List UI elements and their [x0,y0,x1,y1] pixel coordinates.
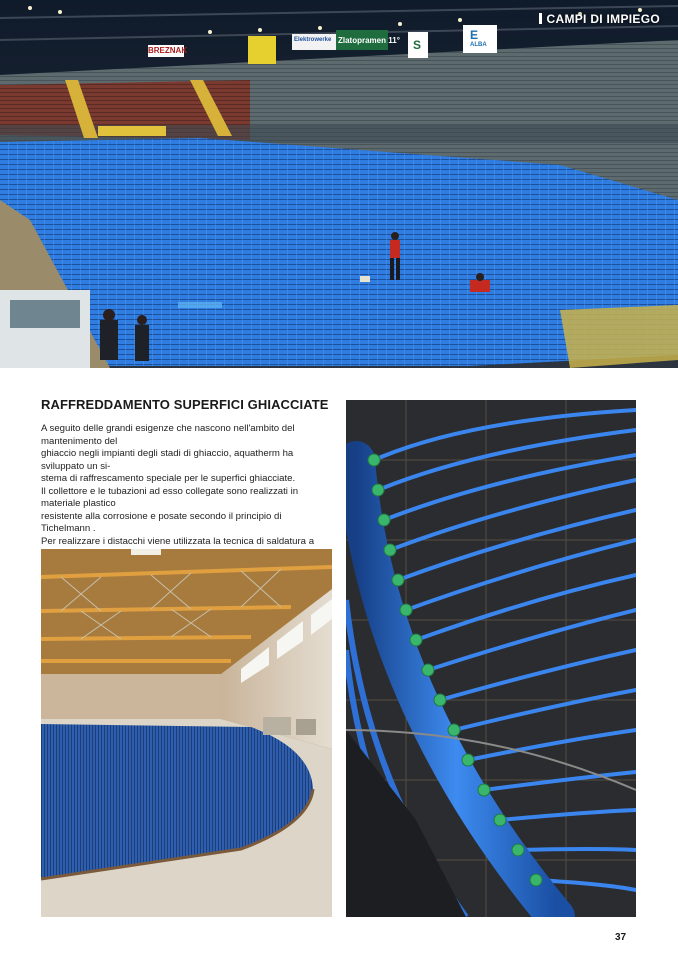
article-line: A seguito delle grandi esigenze che nascono nell'ambito del mantenimento del [41,423,295,447]
collector-photo [346,400,636,917]
article-line: resistente alla corrosione e posate secondo il principio di Tichelmann . [41,510,282,534]
article-line: Per realizzare i distacchi viene utilizzata la tecnica di saldatura a [41,535,315,547]
article-line: ghiaccio negli impianti degli stadi di ghiaccio, aquatherm ha sviluppato un si- [41,448,294,472]
article-line: Il collettore e le tubazioni ad esso collegate sono realizzati in materiale plastico [41,485,299,509]
arena-sign: E [470,28,479,42]
article-line: stema di raffrescamento speciale per le superfici ghiacciate. [41,473,296,484]
arena-sign: BREZNAK [148,46,188,55]
section-tag-label: CAMPI DI IMPIEGO [546,12,660,26]
arena-sign: S [413,38,422,52]
section-tag-bar [539,13,542,24]
arena-sign: Elektrowerke [294,37,332,43]
arena-sign: ALBA [470,42,487,48]
arena-sign: Zlatopramen 11° [338,36,400,45]
page-number: 37 [615,932,627,943]
section-tag [539,12,660,26]
hall-photo [41,549,332,917]
arena-photo [0,0,678,368]
article-title: RAFFREDDAMENTO SUPERFICI GHIACCIATE [41,397,329,412]
